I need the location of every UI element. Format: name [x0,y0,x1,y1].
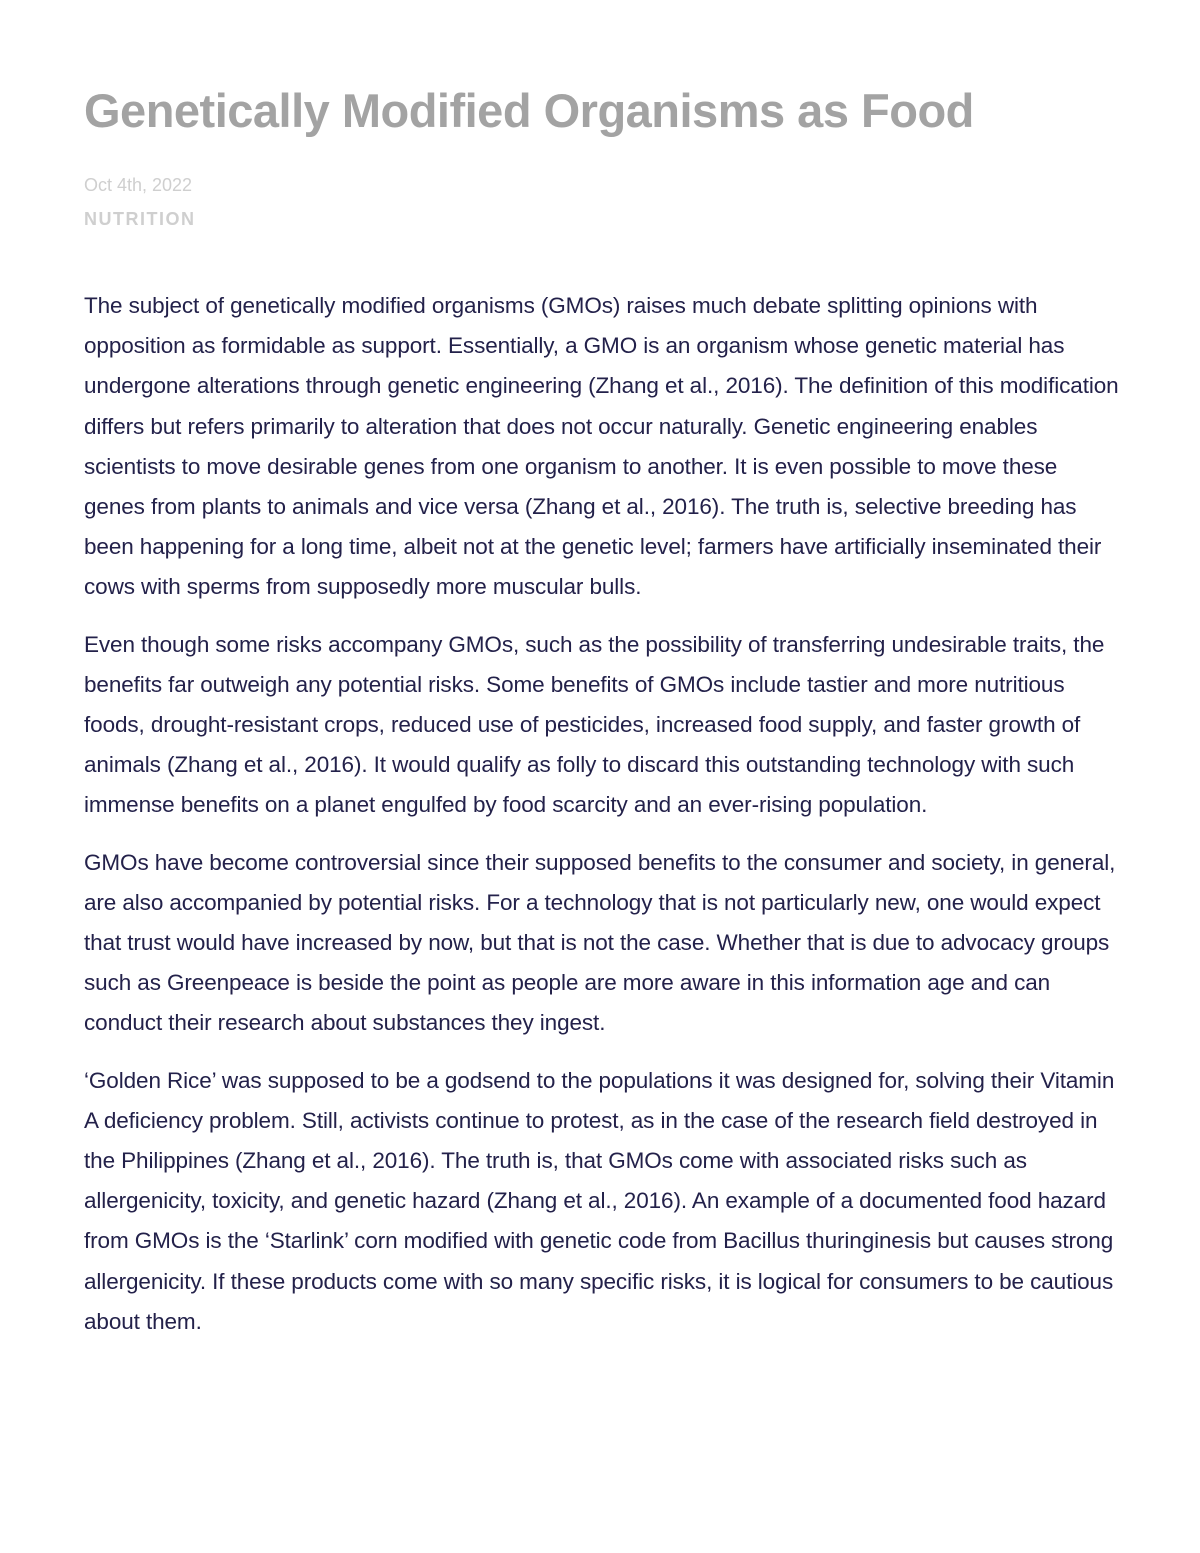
article-paragraph-1: The subject of genetically modified organisms (GMOs) raises much debate splitting opinions with opposition as formidable as support. Essentially, a GMO is an organism whose genetic material has undergone alterations through genetic engineering (Zhang et al., 2016). The definition of this modification differs but refers primarily to alteration that does not occur naturally. Genetic engineering enables scientists to move desirable genes from one organism to another. It is even possible to move these genes from plants to animals and vice versa (Zhang et al., 2016). The truth is, selective breeding has been happening for a long time, albeit not at the genetic level; farmers have artificially inseminated their cows with sperms from supposedly more muscular bulls. [84,293,1119,600]
article-date: Oct 4th, 2022 [84,175,193,195]
article-page [84,80,1124,1359]
article-meta [84,168,1124,236]
article-title: Genetically Modified Organisms as Food [84,84,974,137]
article-body [84,286,1124,1342]
article-paragraph-4: ‘Golden Rice’ was supposed to be a godsend to the populations it was designed for, solving their Vitamin A deficiency problem. Still, activists continue to protest, as in the case of the research field destroyed in the Philippines (Zhang et al., 2016). The truth is, that GMOs come with associated risks such as allergenicity, toxicity, and genetic hazard (Zhang et al., 2016). An example of a documented food hazard from GMOs is the ‘Starlink’ corn modified with genetic code from Bacillus thuringinesis but causes strong allergenicity. If these products come with so many specific risks, it is logical for consumers to be cautious about them. [84,1067,1115,1334]
article-category: NUTRITION [84,209,196,229]
article-paragraph-2: Even though some risks accompany GMOs, such as the possibility of transferring undesirable traits, the benefits far outweigh any potential risks. Some benefits of GMOs include tastier and more nutritious foods, drought-resistant crops, reduced use of pesticides, increased food supply, and faster growth of animals (Zhang et al., 2016). It would qualify as folly to discard this outstanding technology with such immense benefits on a planet engulfed by food scarcity and an ever-rising population. [84,631,1105,818]
article-paragraph-3: GMOs have become controversial since their supposed benefits to the consumer and society, in general, are also accompanied by potential risks. For a technology that is not particularly new, one would expect that trust would have increased by now, but that is not the case. Whether that is due to advocacy groups such as Greenpeace is beside the point as people are more aware in this information age and can conduct their research about substances they ingest. [84,849,1116,1036]
